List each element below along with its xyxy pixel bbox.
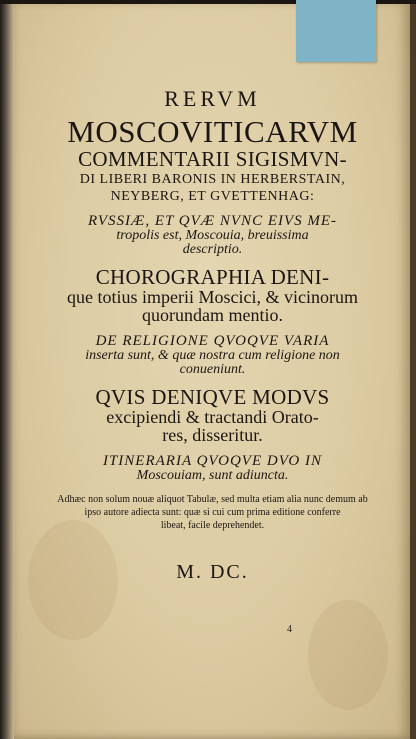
title-page-text bbox=[40, 88, 385, 582]
modus-line-2: excipiendi & tractandi Orato- bbox=[106, 407, 319, 427]
itineraria-section bbox=[40, 454, 385, 483]
itin-line-2: Moscouiam, sunt adiuncta. bbox=[136, 468, 289, 483]
publication-date: M. DC. bbox=[176, 561, 249, 583]
russia-line-2: tropolis est, Moscouia, breuissima bbox=[116, 228, 309, 243]
religion-section bbox=[40, 334, 385, 377]
relig-line-2: inserta sunt, & quæ nostra cum religione non bbox=[85, 348, 340, 363]
modus-section bbox=[40, 387, 385, 444]
modus-line-3: res, disseritur. bbox=[162, 425, 263, 445]
author-line-2: NEYBERG, ET GVETTENHAG: bbox=[110, 189, 315, 204]
note-line-2: ipso autore adiecta sunt: quæ si cui cum prima editione conferre bbox=[84, 507, 341, 518]
paper-stain bbox=[308, 600, 388, 710]
russia-description bbox=[40, 214, 385, 257]
choro-line-2: que totius imperii Moscici, & vicinorum bbox=[67, 287, 358, 307]
main-title: MOSCOVITICARVM bbox=[67, 114, 358, 149]
chorographia-section bbox=[40, 267, 385, 324]
author-line-1: DI LIBERI BARONIS IN HERBERSTAIN, bbox=[79, 172, 346, 187]
note-line-3: libeat, facile deprehendet. bbox=[160, 520, 265, 531]
blue-paper-tab bbox=[296, 0, 376, 62]
relig-line-1: DE RELIGIONE QVOQVE VARIA bbox=[95, 333, 330, 349]
note-line-1: Adhæc non solum nouæ aliquot Tabulæ, sed multa etiam alia nunc demum ab bbox=[57, 494, 368, 505]
rerum-heading: RERVM bbox=[164, 86, 261, 111]
russia-line-3: descriptio. bbox=[182, 242, 243, 257]
modus-line-1: QVIS DENIQVE MODVS bbox=[95, 385, 330, 409]
book-binding-edge bbox=[0, 0, 14, 739]
itin-line-1: ITINERARIA QVOQVE DVO IN bbox=[102, 453, 323, 469]
relig-line-3: conueniunt. bbox=[179, 362, 246, 377]
page-mark: 4 bbox=[287, 624, 292, 635]
title-line-2: COMMENTARII SIGISMVN- bbox=[78, 147, 347, 171]
choro-line-1: CHOROGRAPHIA DENI- bbox=[95, 265, 330, 289]
russia-line-1: RVSSIÆ, ET QVÆ NVNC EIVS ME- bbox=[87, 213, 338, 229]
note-section bbox=[40, 493, 385, 532]
choro-line-3: quorundam mentio. bbox=[142, 305, 283, 325]
